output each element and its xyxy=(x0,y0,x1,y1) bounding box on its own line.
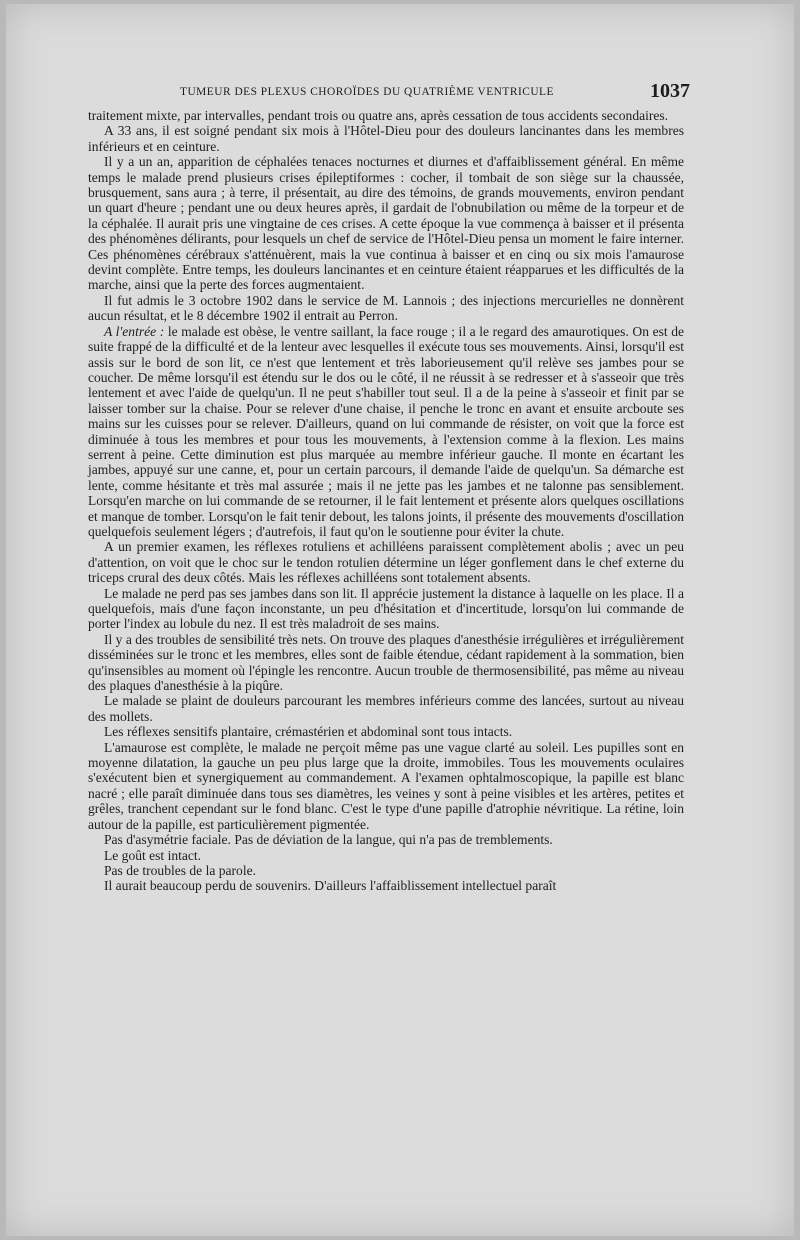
page-number: 1037 xyxy=(650,80,690,102)
paragraph-text: L'amaurose est complète, le malade ne perçoit même pas une vague clarté au soleil. Les pupilles sont en moyenne dilatation, la gauche un peu plus large que la droite, immobiles. Tous les mouvements oculaires s'exécutent bien et synergiquement au commandement. A l'examen ophtalmoscopique, la papille est blanc nacré ; elle paraît diminuée dans tous ses diamètres, les veines y sont à peine visibles et les artères, petites et grêles, tranchent cependant sur le fond blanc. C'est le type d'une papille d'atrophie névritique. La rétine, loin autour de la papille, est particulièrement pigmentée. xyxy=(88,739,684,832)
paragraph-text: Le goût est intact. xyxy=(104,847,202,863)
paragraph-text: Les réflexes sensitifs plantaire, crémastérien et abdominal sont tous intacts. xyxy=(104,724,513,740)
paragraph-text: le malade est obèse, le ventre saillant, la face rouge ; il a le regard des amaurotiques. On est de suite frappé de la difficulté et de la lenteur avec lesquelles il exécute tous ses mouvements. Ainsi, lorsqu'il est assis sur le bord de son lit, ce n'est que lentement et très laborieusement qu'il relève ses jambes pour se coucher. De même lorsqu'il est étendu sur le dos ou le côté, il ne réussit à se redresser et à s'asseoir que très lentement et avec l'aide de quelqu'un. Il ne peut s'habiller tout seul. Il a de la peine à s'asseoir et finit par se laisser tomber sur la chaise. Pour se relever d'une chaise, il penche le tronc en avant et ensuite arcboute ses mains sur les cuisses pour se relever. D'ailleurs, quand on lui commande de résister, on voit que la force est diminuée à tous les membres et pour tous les mouvements, à l'extension comme à la flexion. Les mains serrent à peine. Cette diminution est plus marquée au membre inférieur gauche. Il monte en écartant les jambes, appuyé sur une canne, et, pour un certain parcours, il demande l'aide de quelqu'un. Sa démarche est lente, comme hésitante et très mal assurée ; mais il ne jette pas les jambes et ne talonne pas sensiblement. Lorsqu'en marche on lui commande de se retourner, il le fait lentement et présente alors quelques oscillations et manque de tomber. Lorsqu'on le fait tenir debout, les talons joints, il présente des mouvements d'oscillation quelquefois seulement légers ; d'autrefois, il faut qu'on le soutienne pour éviter la chute. xyxy=(88,323,684,539)
paragraph xyxy=(88,832,684,847)
paragraph xyxy=(88,863,684,878)
paragraph-text: Le malade se plaint de douleurs parcourant les membres inférieurs comme des lancées, surtout au niveau des mollets. xyxy=(88,693,684,724)
paragraph xyxy=(88,848,684,863)
paragraph xyxy=(88,632,684,694)
paragraph-lead: A l'entrée : xyxy=(104,323,165,339)
paragraph-text: A un premier examen, les réflexes rotuliens et achilléens paraissent complètement abolis ; avec un peu d'attention, on voit que le choc sur le tendon rotulien détermine un léger gonflement dans le chef externe du triceps crural des deux côtés. Mais les réflexes achilléens sont totalement absents. xyxy=(88,539,684,586)
paragraph-text: Pas d'asymétrie faciale. Pas de déviation de la langue, qui n'a pas de tremblements. xyxy=(104,832,553,848)
paragraph-text: traitement mixte, par intervalles, pendant trois ou quatre ans, après cessation de tous accidents secondaires. xyxy=(88,108,669,123)
body-text xyxy=(88,108,684,894)
paragraph xyxy=(88,293,684,324)
paragraph xyxy=(88,324,684,540)
paragraph-text: A 33 ans, il est soigné pendant six mois à l'Hôtel-Dieu pour des douleurs lancinantes dans les membres inférieurs et en ceinture. xyxy=(88,123,684,154)
page-header xyxy=(94,80,690,108)
paragraph-text: Il fut admis le 3 octobre 1902 dans le service de M. Lannois ; des injections mercurielles ne donnèrent aucun résultat, et le 8 décembre 1902 il entrait au Perron. xyxy=(88,292,684,324)
paragraph xyxy=(88,724,684,739)
paragraph xyxy=(88,154,684,293)
paragraph xyxy=(88,539,684,585)
paragraph xyxy=(88,586,684,632)
paragraph-text: Il aurait beaucoup perdu de souvenirs. D'ailleurs l'affaiblissement intellectuel paraît xyxy=(104,878,557,894)
paragraph xyxy=(88,878,684,893)
paragraph-text: Le malade ne perd pas ses jambes dans son lit. Il apprécie justement la distance à laquelle on les place. Il a quelquefois, mais d'une façon inconstante, un peu d'hésitation et d'incertitude, lorsqu'on lui commande de porter l'index au lobule du nez. Il est très maladroit de ses mains. xyxy=(88,585,684,632)
paragraph-text: Il y a un an, apparition de céphalées tenaces nocturnes et diurnes et d'affaiblissement général. En même temps le malade prend plusieurs crises épileptiformes : cocher, il tombait de son siège sur la chaussée, brusquement, sans aura ; à terre, il présentait, au dire des témoins, de grands mouvements, environ pendant un quart d'heure ; pendant une ou deux heures après, il gardait de l'obnubilation ou même de la torpeur et de la céphalée. Il aurait pris une vingtaine de ces crises. A cette époque la vue commença à baisser et il présenta des phénomènes délirants, pour lesquels un chef de service de l'Hôtel-Dieu pensa un moment le faire interner. Ces phénomènes cérébraux s'atténuèrent, mais la vue continua à baisser et en cinq ou six mois l'amaurose devint complète. Entre temps, les douleurs lancinantes et en ceinture étaient réapparues et les difficultés de la marche, ainsi que la perte des forces augmentaient. xyxy=(88,154,684,293)
paragraph xyxy=(88,740,684,832)
running-title: TUMEUR DES PLEXUS CHOROÏDES DU QUATRIÈME VENTRICULE xyxy=(180,86,554,98)
paragraph xyxy=(88,693,684,724)
paragraph xyxy=(88,108,684,123)
paragraph xyxy=(88,123,684,154)
paragraph-text: Il y a des troubles de sensibilité très nets. On trouve des plaques d'anesthésie irrégulières et irrégulièrement disséminées sur le tronc et les membres, elles sont de faible étendue, cédant rapidement à la sommation, bien qu'insensibles au moment où l'épingle les rencontre. Aucun trouble de thermosensibilité, pas même au niveau des plaques d'anesthésie à la piqûre. xyxy=(88,631,684,694)
paragraph-text: Pas de troubles de la parole. xyxy=(104,862,256,878)
